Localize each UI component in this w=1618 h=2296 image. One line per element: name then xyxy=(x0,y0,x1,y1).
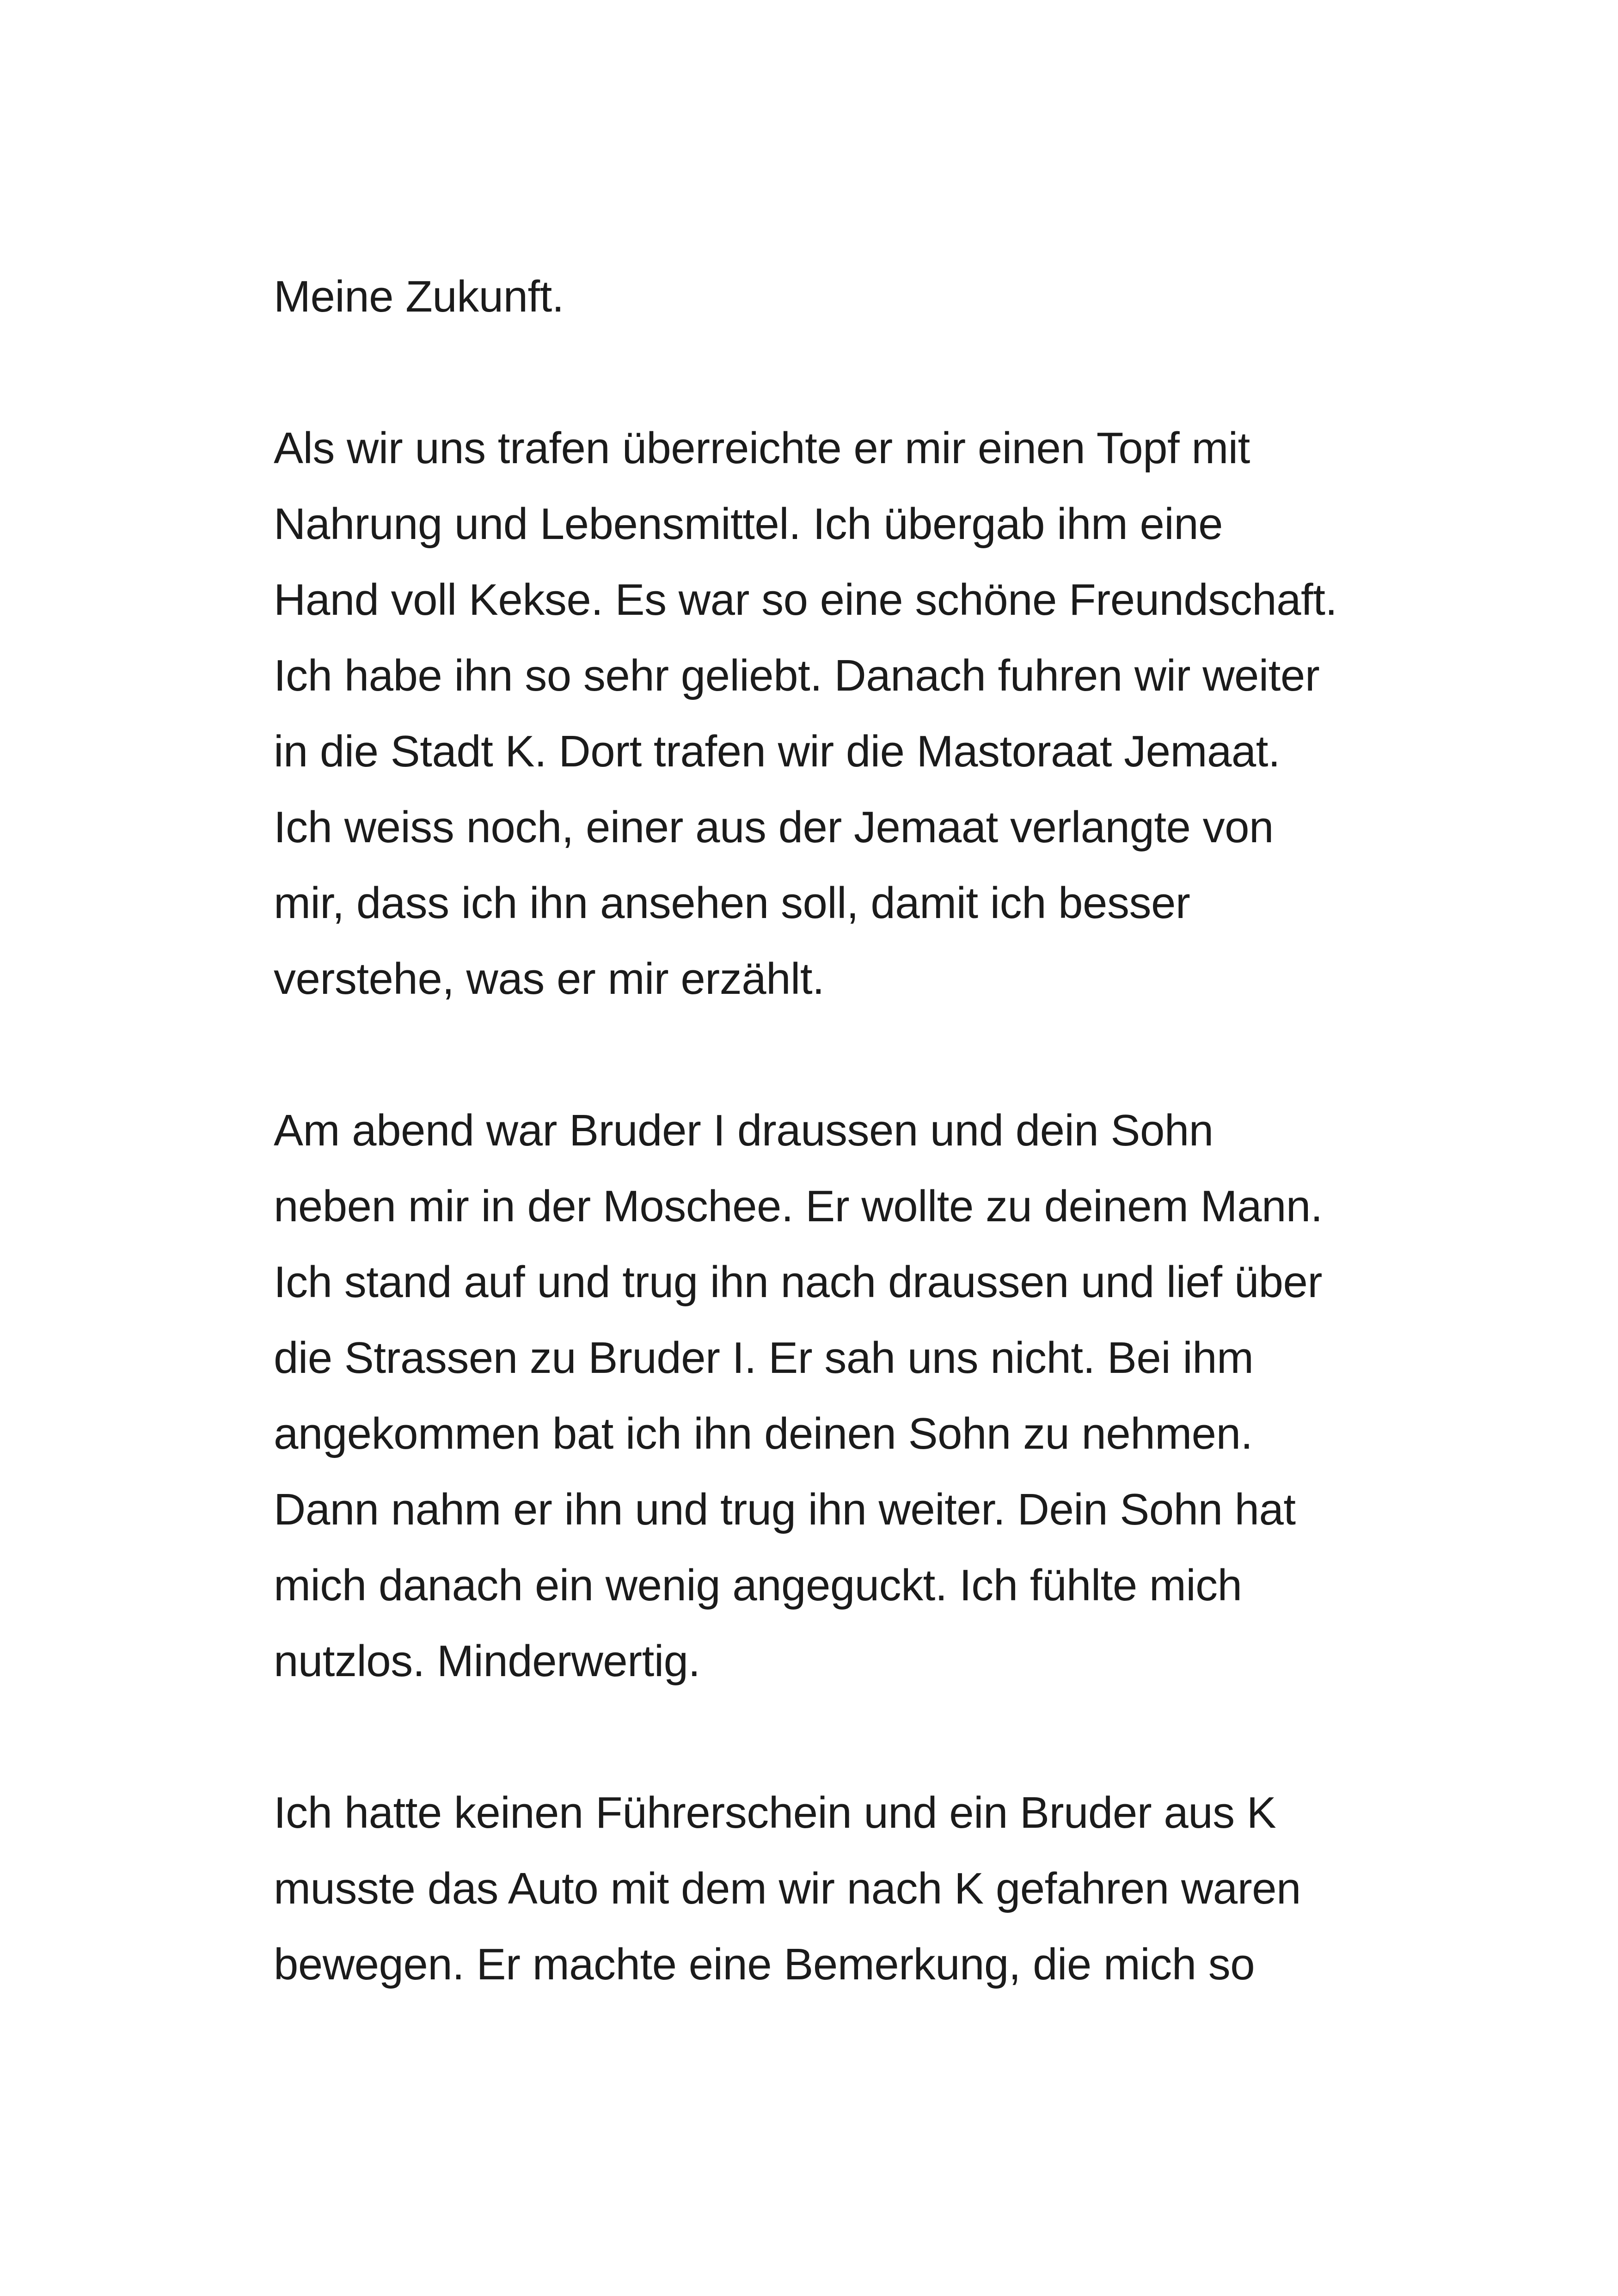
paragraph-line: mich danach ein wenig angeguckt. Ich fühlte mich xyxy=(274,1561,1242,1610)
paragraph-line: Am abend war Bruder I draussen und dein Sohn xyxy=(274,1106,1214,1155)
paragraph xyxy=(274,1775,1383,2002)
paragraph-spacer xyxy=(274,335,1383,410)
paragraph-spacer xyxy=(274,1017,1383,1093)
paragraph-line: musste das Auto mit dem wir nach K gefahren waren xyxy=(274,1864,1301,1913)
document-body xyxy=(274,259,1383,2002)
paragraph-line: bewegen. Er machte eine Bemerkung, die mich so xyxy=(274,1940,1255,1989)
paragraph-line: Als wir uns trafen überreichte er mir einen Topf mit xyxy=(274,423,1250,473)
paragraph xyxy=(274,1093,1383,1699)
paragraph-spacer xyxy=(274,1699,1383,1775)
paragraph-line: Ich weiss noch, einer aus der Jemaat verlangte von xyxy=(274,802,1274,852)
paragraph-line: in die Stadt K. Dort trafen wir die Mastoraat Jemaat. xyxy=(274,727,1281,776)
paragraph-line: neben mir in der Moschee. Er wollte zu deinem Mann. xyxy=(274,1182,1323,1231)
paragraph-line: mir, dass ich ihn ansehen soll, damit ich besser xyxy=(274,878,1190,928)
paragraph-line: nutzlos. Minderwertig. xyxy=(274,1636,700,1686)
paragraph-line: Nahrung und Lebensmittel. Ich übergab ihm eine xyxy=(274,499,1223,549)
paragraph-line: verstehe, was er mir erzählt. xyxy=(274,954,825,1004)
paragraph-line: Ich habe ihn so sehr geliebt. Danach fuhren wir weiter xyxy=(274,651,1320,700)
paragraph-line: die Strassen zu Bruder I. Er sah uns nicht. Bei ihm xyxy=(274,1333,1254,1383)
paragraph xyxy=(274,410,1383,1017)
paragraph-line: Hand voll Kekse. Es war so eine schöne Freundschaft. xyxy=(274,575,1337,625)
paragraph-line: Ich hatte keinen Führerschein und ein Bruder aus K xyxy=(274,1788,1276,1837)
paragraph-line: Ich stand auf und trug ihn nach draussen und lief über xyxy=(274,1257,1322,1307)
document-title: Meine Zukunft. xyxy=(274,272,564,321)
paragraph-line: Dann nahm er ihn und trug ihn weiter. Dein Sohn hat xyxy=(274,1485,1296,1534)
paragraph-line: angekommen bat ich ihn deinen Sohn zu nehmen. xyxy=(274,1409,1253,1458)
